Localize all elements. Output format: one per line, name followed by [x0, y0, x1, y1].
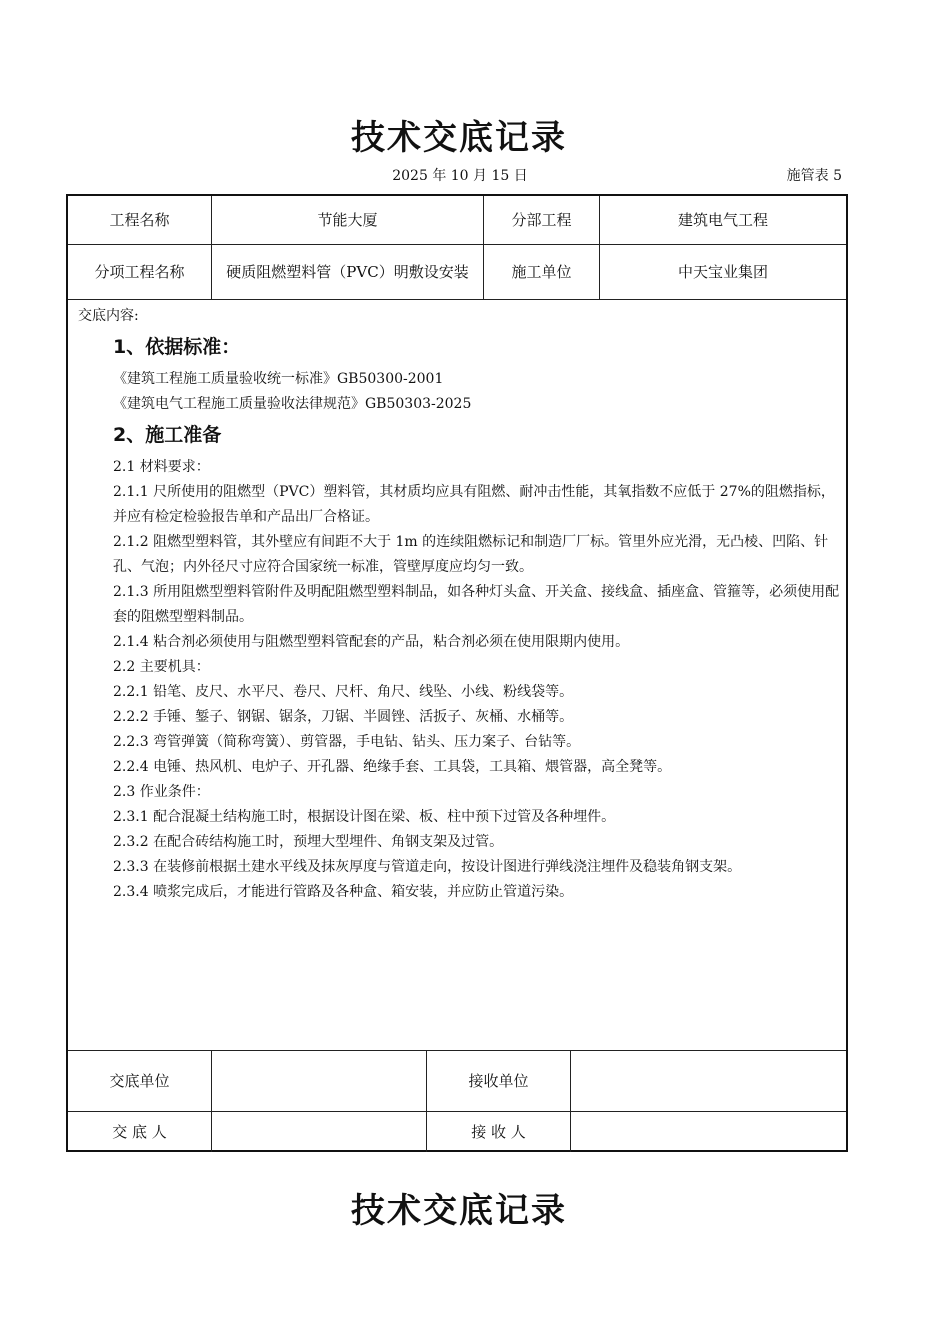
- paragraph: 2.1.4 粘合剂必须使用与阻燃型塑料管配套的产品，粘合剂必须在使用限期内使用。: [113, 634, 630, 650]
- subitem-value: 硬质阻燃塑料管（PVC）明敷设安装: [226, 263, 469, 281]
- paragraph: 2.2.1 铅笔、皮尺、水平尺、卷尺、尺杆、角尺、线坠、小线、粉线袋等。: [113, 684, 574, 700]
- form-number: 施管表 5: [786, 168, 842, 184]
- content-label: 交底内容:: [78, 308, 139, 324]
- paragraph: 2.2.4 电锤、热风机、电炉子、开孔器、绝缘手套、工具袋，工具箱、煨管器，高全凳等。: [113, 759, 672, 775]
- paragraph: 2.2.2 手锤、錾子、钢锯、锯条，刀锯、半圆锉、活扳子、灰桶、水桶等。: [113, 709, 574, 725]
- project-name-value: 节能大厦: [317, 211, 378, 229]
- project-name-label: 工程名称: [109, 211, 170, 229]
- paragraph: 2.2 主要机具：: [113, 659, 210, 675]
- standard-item: 《建筑电气工程施工质量验收法律规范》GB50303-2025: [113, 396, 472, 412]
- contractor-value: 中天宝业集团: [677, 263, 768, 281]
- paragraph: 2.3.2 在配合砖结构施工时，预埋大型埋件、角钢支架及过管。: [113, 834, 504, 850]
- standard-item: 《建筑工程施工质量验收统一标准》GB50300-2001: [113, 371, 444, 387]
- receiver-label: 接 收 人: [471, 1123, 526, 1141]
- division-label: 分部工程: [511, 211, 572, 229]
- grid-line: [68, 299, 846, 300]
- document-date: 2025 年 10 月 15 日: [392, 168, 528, 184]
- subitem-label: 分项工程名称: [94, 263, 185, 281]
- document-title-repeat: 技术交底记录: [351, 1191, 567, 1231]
- issuer-value: [212, 1112, 426, 1152]
- division-value: 建筑电气工程: [677, 211, 768, 229]
- paragraph: 2.1 材料要求：: [113, 459, 210, 475]
- paragraph: 2.3.3 在装修前根据土建水平线及抹灰厚度与管道走向，按设计图进行弹线浇注埋件及稳装角钢支架。: [113, 859, 742, 875]
- section-heading-standards: 1、依据标准：: [113, 336, 241, 358]
- paragraph: 2.3.4 喷浆完成后，才能进行管路及各种盒、箱安装，并应防止管道污染。: [113, 884, 574, 900]
- issuer-unit-label: 交底单位: [109, 1072, 170, 1090]
- contractor-label: 施工单位: [511, 263, 572, 281]
- document-title: 技术交底记录: [351, 118, 567, 158]
- paragraph: 2.1.2 阻燃型塑料管，其外壁应有间距不大于 1m 的连续阻燃标记和制造厂厂标。管里外应光滑，无凸棱、凹陷、针孔、气泡；内外径尺寸应符合国家统一标准，管壁厚度应均匀一致。: [113, 534, 829, 575]
- record-table: [66, 194, 848, 1152]
- paragraph: 2.1.1 尺所使用的阻燃型（PVC）塑料管，其材质均应具有阻燃、耐冲击性能，其氧指数不应低于 27%的阻燃指标，并应有检定检验报告单和产品出厂合格证。: [113, 484, 835, 525]
- paragraph: 2.2.3 弯管弹簧（简称弯簧）、剪管器，手电钻、钻头、压力案子、台钻等。: [113, 734, 581, 750]
- paragraph: 2.3.1 配合混凝土结构施工时，根据设计图在梁、板、柱中预下过管及各种埋件。: [113, 809, 616, 825]
- paragraph: 2.3 作业条件：: [113, 784, 210, 800]
- receiver-value: [571, 1112, 846, 1152]
- issuer-label: 交 底 人: [112, 1123, 167, 1141]
- receiver-unit-value: [571, 1051, 846, 1111]
- receiver-unit-label: 接收单位: [468, 1072, 529, 1090]
- issuer-unit-value: [212, 1051, 426, 1111]
- paragraph: 2.1.3 所用阻燃型塑料管附件及明配阻燃型塑料制品，如各种灯头盒、开关盒、接线盒、插座盒、管箍等，必须使用配套的阻燃型塑料制品。: [113, 584, 840, 625]
- section-heading-preparation: 2、施工准备: [113, 424, 222, 446]
- briefing-content: [78, 304, 842, 905]
